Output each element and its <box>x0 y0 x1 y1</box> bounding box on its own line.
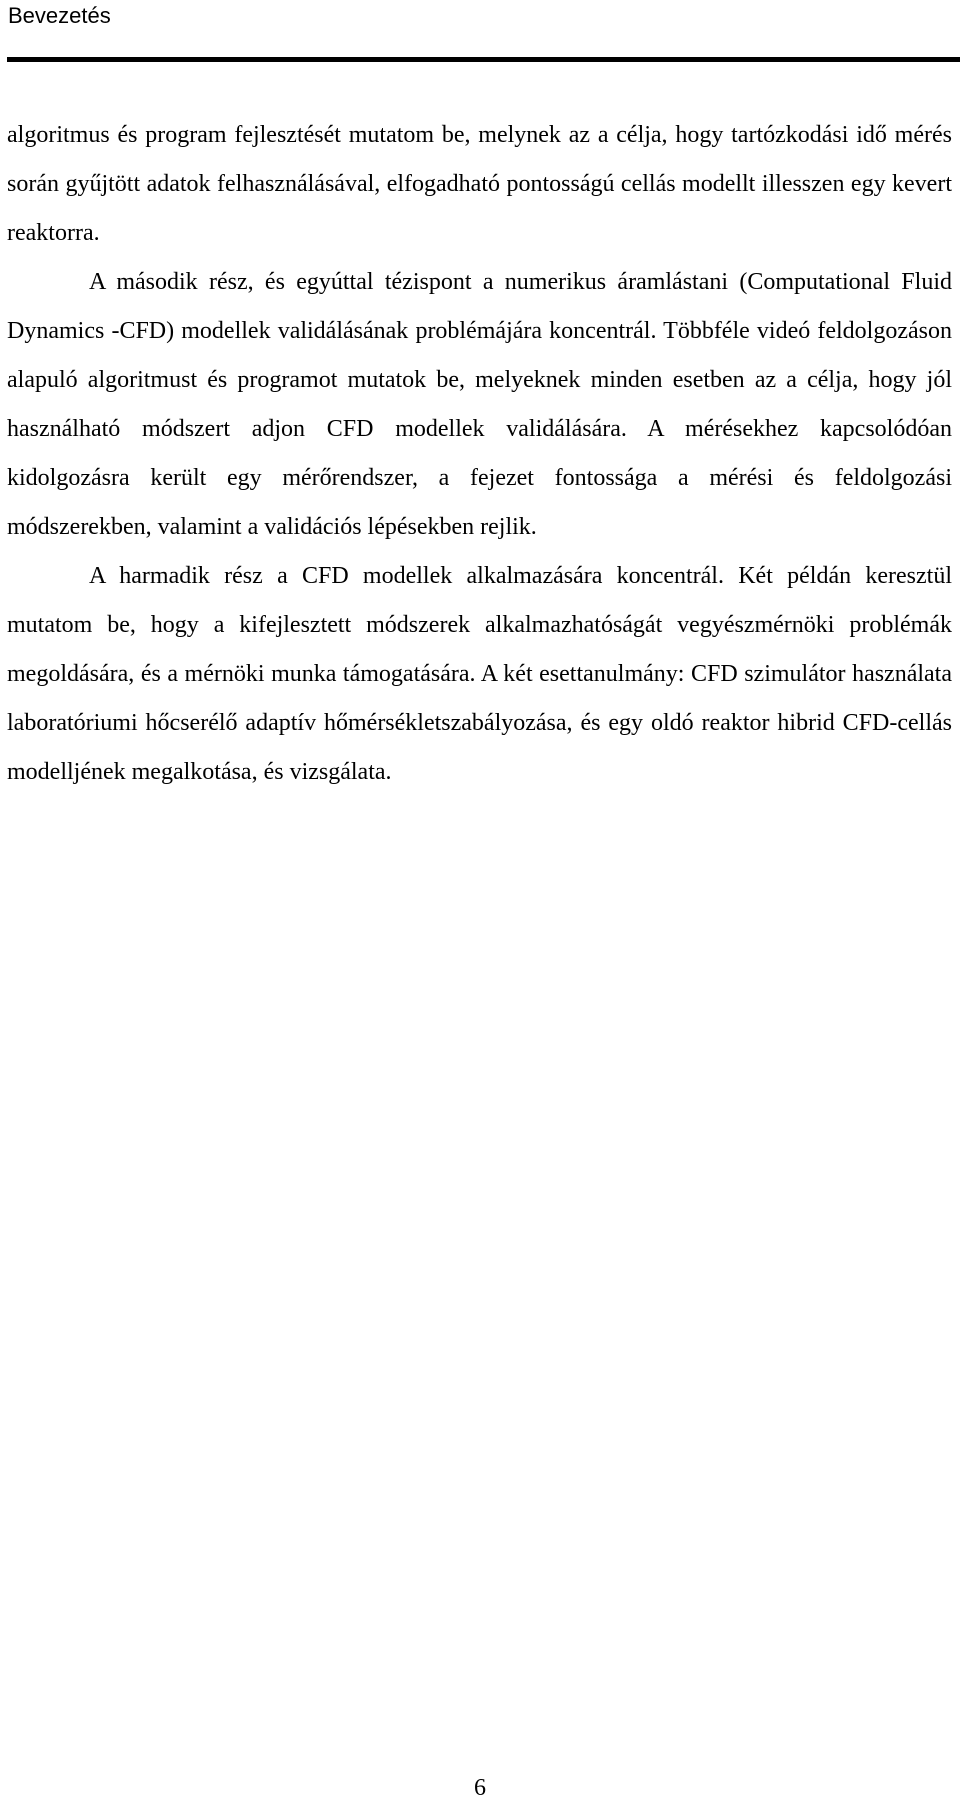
page-number: 6 <box>474 1775 486 1801</box>
paragraph-part-two: A második rész, és egyúttal tézispont a numerikus áramlástani (Computational Fluid Dynamics -CFD) modellek validálásának problémájára koncentrál. Többféle videó feldolgozáson alapuló algoritmust és programot mutatok be, melyeknek minden esetben az a célja, hogy jól használható módszert adjon CFD modellek validálására. A mérésekhez kapcsolódóan kidolgozásra került egy mérőrendszer, a fejezet fontossága a mérési és feldolgozási módszerekben, valamint a validációs lépésekben rejlik. <box>7 269 952 540</box>
header-divider <box>7 57 960 62</box>
document-body <box>7 111 952 797</box>
page-header-title: Bevezetés <box>8 3 111 28</box>
paragraph-continuation: algoritmus és program fejlesztését mutatom be, melynek az a célja, hogy tartózkodási idő mérés során gyűjtött adatok felhasználásával, elfogadható pontosságú cellás modellt illesszen egy kevert reaktorra. <box>7 122 952 246</box>
paragraph-part-three: A harmadik rész a CFD modellek alkalmazására koncentrál. Két példán keresztül mutatom be, hogy a kifejlesztett módszerek alkalmazhatóságát vegyészmérnöki problémák megoldására, és a mérnöki munka támogatására. A két esettanulmány: CFD szimulátor használata laboratóriumi hőcserélő adaptív hőmérsékletszabályozása, és egy oldó reaktor hibrid CFD-cellás modelljének megalkotása, és vizsgálata. <box>7 563 952 785</box>
